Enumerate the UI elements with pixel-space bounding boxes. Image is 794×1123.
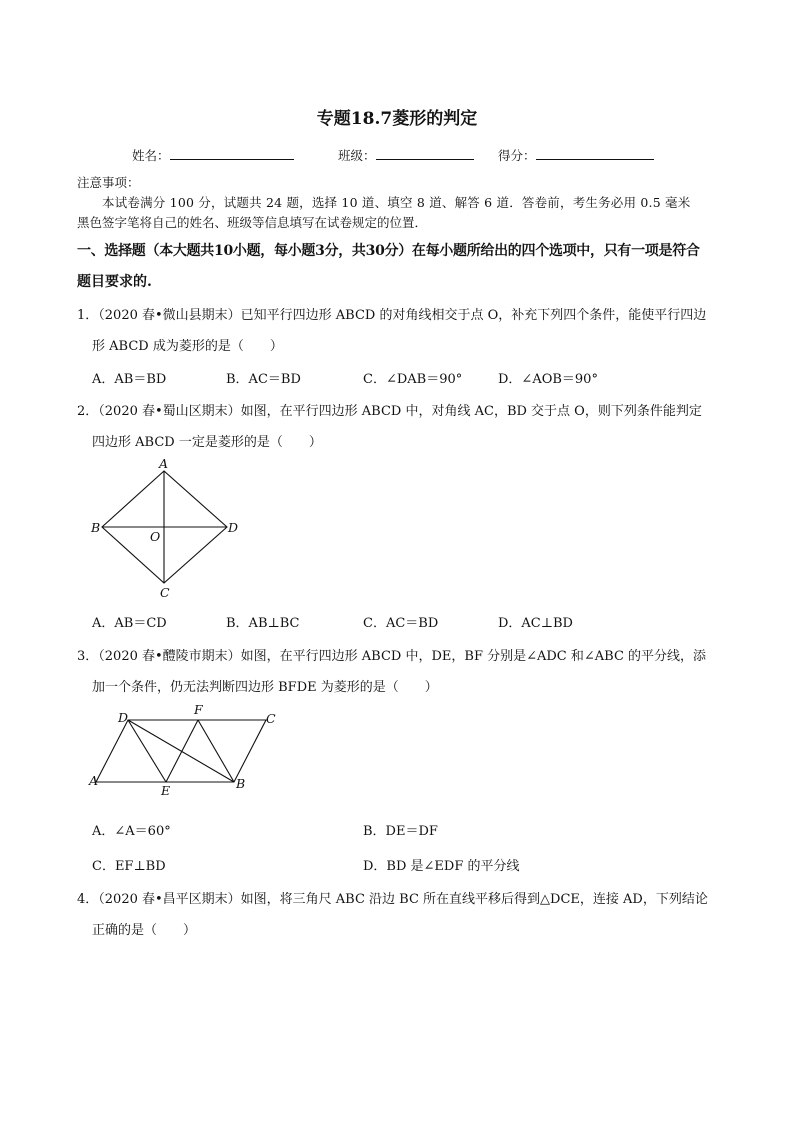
q2-option-c[interactable]: C．AC＝BD — [363, 616, 439, 631]
q3-option-b[interactable]: B．DE＝DF — [363, 824, 438, 839]
q2-option-a[interactable]: A．AB＝CD — [92, 616, 167, 631]
question-4-line-1: 4．（2020 春•昌平区期末）如图，将三角尺 ABC 沿边 BC 所在直线平移后得到△DCE，连接 AD，下列结论 — [77, 892, 708, 907]
class-label: 班级： — [338, 148, 376, 163]
section-heading-line-1: 一、选择题（本大题共10小题，每小题3分，共30分）在每小题所给出的四个选项中，只有一项是符合 — [77, 243, 700, 259]
class-line — [376, 147, 474, 160]
label-e: E — [161, 783, 171, 798]
notice-line-2: 黑色签字笔将自己的姓名、班级等信息填写在试卷规定的位置． — [77, 215, 428, 230]
q1-option-b[interactable]: B．AC＝BD — [226, 372, 301, 387]
notice-heading: 注意事项： — [77, 175, 140, 190]
label-f: F — [194, 702, 203, 717]
question-2-line-2: 四边形 ABCD 一定是菱形的是（ ） — [92, 435, 322, 450]
segment-fb — [198, 720, 234, 782]
q3-option-d[interactable]: D．BD 是∠EDF 的平分线 — [363, 859, 520, 874]
q2-option-b[interactable]: B．AB⊥BC — [226, 616, 300, 631]
question-1-line-2: 形 ABCD 成为菱形的是（ ） — [92, 339, 283, 354]
score-line — [536, 147, 654, 160]
label-d: D — [118, 710, 129, 725]
segment-db — [128, 720, 234, 782]
score-label: 得分： — [498, 148, 536, 163]
name-field[interactable] — [132, 146, 294, 164]
label-c: C — [266, 711, 276, 726]
name-line — [170, 147, 294, 160]
label-o: O — [150, 529, 161, 544]
segment-ef — [166, 720, 198, 782]
class-field[interactable] — [338, 146, 474, 164]
label-a: A — [89, 773, 99, 788]
notice-line-1: 本试卷满分 100 分，试题共 24 题，选择 10 道、填空 8 道、解答 6 道．答卷前，考生务必用 0.5 毫米 — [102, 195, 691, 210]
q1-option-d[interactable]: D．∠AOB＝90° — [498, 372, 598, 387]
q1-option-a[interactable]: A．AB＝BD — [92, 372, 167, 387]
q3-option-a[interactable]: A．∠A＝60° — [92, 824, 171, 839]
label-b: B — [91, 520, 101, 535]
rhombus-diagram — [88, 455, 248, 603]
parallelogram-diagram — [86, 700, 286, 798]
question-1-line-1: 1．（2020 春•微山县期末）已知平行四边形 ABCD 的对角线相交于点 O，补充下列四个条件，能使平行四边 — [77, 308, 707, 323]
question-4-line-2: 正确的是（ ） — [92, 923, 197, 938]
section-heading-line-2: 题目要求的. — [77, 274, 152, 290]
label-b: B — [236, 776, 246, 791]
label-d: D — [228, 520, 239, 535]
name-label: 姓名： — [132, 148, 170, 163]
q2-option-d[interactable]: D．AC⊥BD — [498, 616, 573, 631]
q1-option-c[interactable]: C．∠DAB＝90° — [363, 372, 463, 387]
score-field[interactable] — [498, 146, 654, 164]
label-c: C — [160, 585, 170, 600]
question-3-line-2: 加一个条件，仍无法判断四边形 BFDE 为菱形的是（ ） — [92, 680, 438, 695]
page-title: 专题18.7菱形的判定 — [316, 109, 478, 129]
segment-de — [128, 720, 166, 782]
label-a: A — [159, 456, 169, 471]
q3-option-c[interactable]: C．EF⊥BD — [92, 859, 166, 874]
question-2-line-1: 2．（2020 春•蜀山区期末）如图，在平行四边形 ABCD 中，对角线 AC，BD 交于点 O，则下列条件能判定 — [77, 404, 702, 419]
question-3-line-1: 3．（2020 春•醴陵市期末）如图，在平行四边形 ABCD 中，DE，BF 分别是∠ADC 和∠ABC 的平分线，添 — [77, 649, 707, 664]
